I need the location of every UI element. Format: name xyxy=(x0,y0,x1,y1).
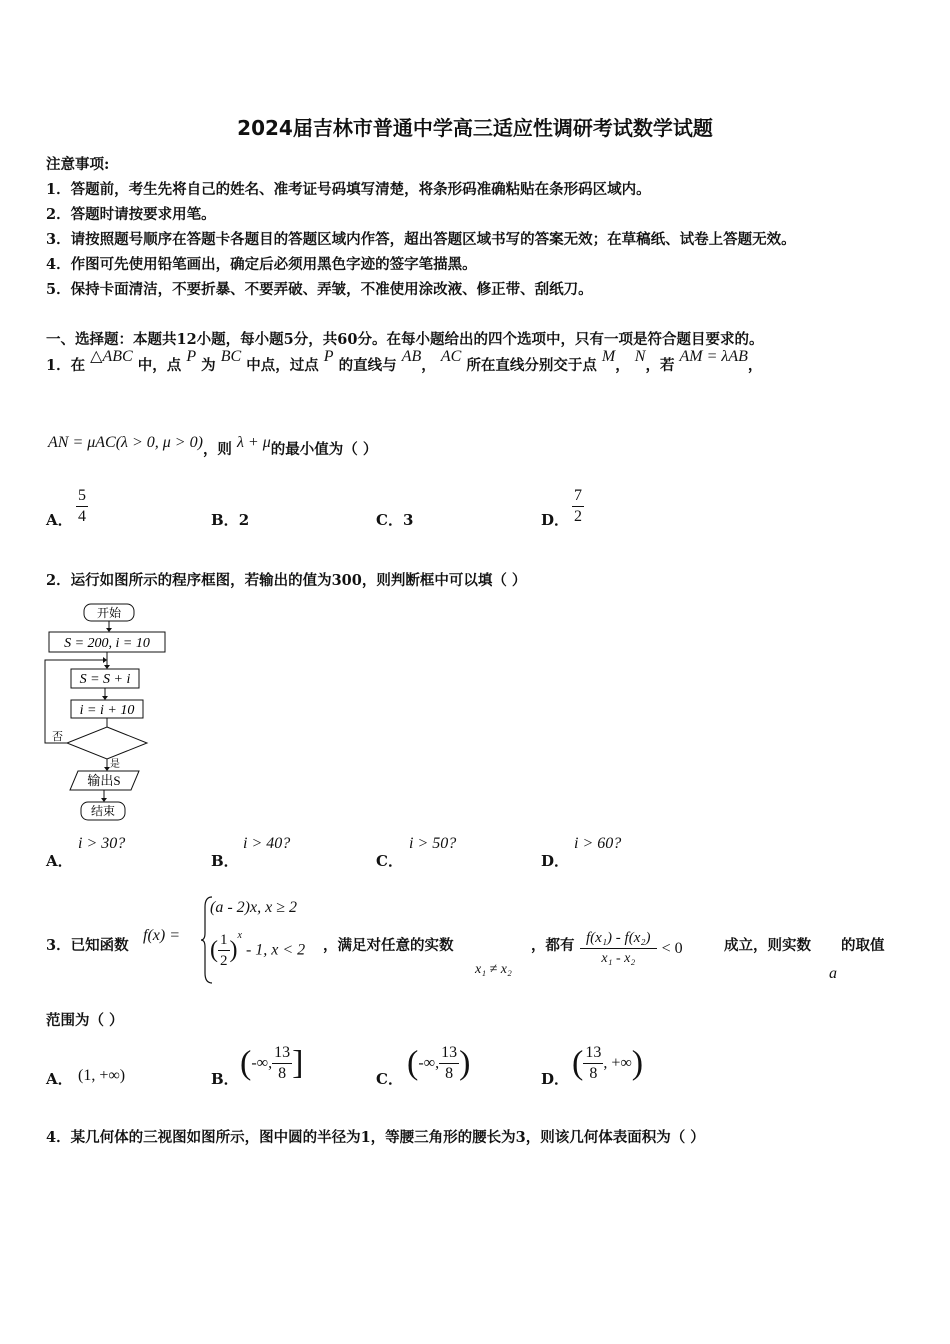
q3-option-d-num: 13 xyxy=(583,1043,603,1064)
q3-lead: 3．已知函数 xyxy=(46,937,129,954)
q1-option-a-den: 4 xyxy=(78,508,86,525)
q3-option-b-num: 13 xyxy=(272,1043,292,1064)
notice-item-5: 5．保持卡面清洁，不要折暴、不要弄破、弄皱，不准使用涂改液、修正带、刮纸刀。 xyxy=(46,281,593,298)
notice-item-2: 2．答题时请按要求用笔。 xyxy=(46,206,216,223)
page-title: 2024届吉林市普通中学高三适应性调研考试数学试题 xyxy=(237,116,713,140)
q1-point-n: N xyxy=(634,348,646,365)
q2-option-b-label: B． xyxy=(211,852,239,870)
q3-option-c-pre: -∞, xyxy=(418,1054,440,1072)
q2-option-d-label: D． xyxy=(541,852,570,870)
q1-point-p2: P xyxy=(323,348,334,365)
q2-option-c-value: i > 50? xyxy=(409,835,457,852)
q3-case2-rparen: ) xyxy=(229,937,238,963)
q3-text3: 成立，则实数 xyxy=(724,937,811,954)
q3-option-d xyxy=(572,1043,643,1084)
flow-arrowhead-6 xyxy=(101,798,107,802)
q1-option-a xyxy=(76,486,88,527)
section-heading: 一、选择题：本题共12小题，每小题5分，共60分。在每小题给出的四个选项中，只有一项是符合题目要求的。 xyxy=(46,331,764,348)
q3-option-b-rbracket: ] xyxy=(292,1044,304,1082)
q1-text8: 的最小值为（ ） xyxy=(270,441,378,458)
q2-option-a-value: i > 30? xyxy=(78,835,126,852)
q4-text: 4．某几何体的三视图如图所示，图中圆的半径为1，等腰三角形的腰长为3，则该几何体表面积为（ ） xyxy=(46,1129,705,1146)
q3-text4: 的取值 xyxy=(841,937,885,954)
q3-option-c-label: C． xyxy=(376,1070,403,1088)
q1-option-d xyxy=(572,486,584,527)
q1-comma3: ， xyxy=(747,357,763,374)
q1-option-c-label: C． xyxy=(376,511,403,529)
q1-option-a-num: 5 xyxy=(76,486,88,507)
q1-text2: 为 xyxy=(201,357,216,374)
q3-case1: (a - 2)x, x ≥ 2 xyxy=(210,899,297,916)
q3-option-c xyxy=(407,1043,470,1084)
q3-case2 xyxy=(210,930,305,971)
q3-ineq-num: f(x₁) - f(x₂) xyxy=(580,928,657,949)
q1-line1 xyxy=(46,348,763,375)
q1-line-ac: AC xyxy=(440,348,462,365)
q2-text: 2．运行如图所示的程序框图，若输出的值为300，则判断框中可以填（ ） xyxy=(46,572,527,589)
q1-point-p: P xyxy=(186,348,197,365)
flow-no-label: 否 xyxy=(52,731,63,743)
flow-yes-label: 是 xyxy=(110,759,120,770)
flow-loop-arrowhead xyxy=(103,657,107,663)
notice-heading: 注意事项: xyxy=(46,156,110,173)
q1-triangle: △ABC xyxy=(90,348,133,365)
q3-case2-rest: - 1, x < 2 xyxy=(241,941,306,959)
q1-segment-bc: BC xyxy=(220,348,242,365)
q1-condition-2: AN = μAC(λ > 0, μ > 0) xyxy=(48,434,203,451)
q3-text2: ，都有 xyxy=(531,937,575,954)
q3-option-d-post: , +∞ xyxy=(603,1054,632,1072)
q1-comma2: ， xyxy=(615,357,630,374)
q3-inequality xyxy=(580,928,683,969)
q1-text7: ，则 xyxy=(202,441,232,458)
q1-option-d-num: 7 xyxy=(572,486,584,507)
q1-expression: λ + μ xyxy=(237,434,271,451)
flow-arrowhead-2 xyxy=(104,665,110,669)
q2-flowchart xyxy=(40,598,180,826)
q1-text5: 所在直线分别交于点 xyxy=(466,357,597,374)
q1-line-ab: AB xyxy=(401,348,422,365)
flow-arrowhead-3 xyxy=(102,696,108,700)
flow-output-label: 输出S xyxy=(87,773,121,788)
flow-step1-label: S = S + i xyxy=(79,672,131,687)
q3-option-b xyxy=(240,1043,303,1084)
q1-condition-1: AM = λAB xyxy=(679,348,748,365)
q1-text3: 中点，过点 xyxy=(246,357,319,374)
q3-case2-num: 1 xyxy=(218,930,230,951)
flow-arrowhead-1 xyxy=(106,628,112,632)
q1-option-a-label: A． xyxy=(46,511,73,529)
q2-option-d-value: i > 60? xyxy=(574,835,622,852)
q3-case2-exp: x xyxy=(237,930,242,941)
notice-item-3: 3．请按照题号顺序在答题卡各题目的答题区域内作答，超出答题区域书写的答案无效；在草稿纸、试卷上答题无效。 xyxy=(46,231,796,248)
q3-option-c-rparen: ) xyxy=(459,1044,471,1082)
q3-option-b-pre: -∞, xyxy=(251,1054,273,1072)
q1-num: 1．在 xyxy=(46,357,86,374)
q1-option-b xyxy=(211,509,249,530)
q1-option-b-value: 2 xyxy=(238,511,250,529)
q3-option-d-lparen: ( xyxy=(572,1044,584,1082)
q1-option-d-label: D． xyxy=(541,511,570,529)
q2-option-a-label: A． xyxy=(46,852,73,870)
flow-init-label: S = 200, i = 10 xyxy=(64,636,150,651)
q3-option-b-den: 8 xyxy=(278,1065,287,1082)
q3-ineq-rhs: < 0 xyxy=(661,940,683,957)
q1-line2 xyxy=(48,434,378,459)
q1-option-d-den: 2 xyxy=(574,508,582,525)
q3-case2-lparen: ( xyxy=(210,937,218,963)
q1-option-b-label: B． xyxy=(211,511,239,529)
q2-option-c-label: C． xyxy=(376,852,403,870)
notice-item-4: 4．作图可先使用铅笔画出，确定后必须用黑色字迹的签字笔描黑。 xyxy=(46,256,477,273)
q1-point-m: M xyxy=(601,348,616,365)
q3-ineq-den: x₁ - x₂ xyxy=(601,951,636,966)
q1-text4: 的直线与 xyxy=(338,357,397,374)
q1-comma: ， xyxy=(421,357,436,374)
q3-option-b-label: B． xyxy=(211,1070,239,1088)
q3-case2-den: 2 xyxy=(220,953,228,969)
q3-text5: 范围为（ ） xyxy=(46,1012,124,1029)
q1-text1: 中，点 xyxy=(137,357,182,374)
q3-option-c-den: 8 xyxy=(445,1065,454,1082)
q3-option-b-lparen: ( xyxy=(240,1044,252,1082)
flow-end-label: 结束 xyxy=(90,804,116,818)
q1-option-c xyxy=(376,509,413,530)
q2-option-b-value: i > 40? xyxy=(243,835,291,852)
q3-var-a: a xyxy=(829,965,837,982)
flow-start-label: 开始 xyxy=(96,606,122,620)
q3-option-a-value: (1, +∞) xyxy=(78,1067,126,1084)
q3-option-d-label: D． xyxy=(541,1070,570,1088)
q3-text1: ，满足对任意的实数 xyxy=(323,937,454,954)
q1-text6: ，若 xyxy=(645,357,675,374)
notice-item-1: 1．答题前，考生先将自己的姓名、准考证号码填写清楚，将条形码准确粘贴在条形码区域内。 xyxy=(46,181,651,198)
q3-option-d-den: 8 xyxy=(589,1065,598,1082)
flow-decision xyxy=(67,727,147,759)
q3-fx: f(x) = xyxy=(143,927,180,944)
q3-option-c-lparen: ( xyxy=(407,1044,419,1082)
q3-condition: x₁ ≠ x₂ xyxy=(475,962,512,977)
q3-option-a-label: A． xyxy=(46,1070,73,1088)
q1-option-c-value: 3 xyxy=(402,511,414,529)
q3-option-c-num: 13 xyxy=(439,1043,459,1064)
q3-option-d-rparen: ) xyxy=(631,1044,644,1082)
flow-step2-label: i = i + 10 xyxy=(79,703,135,718)
